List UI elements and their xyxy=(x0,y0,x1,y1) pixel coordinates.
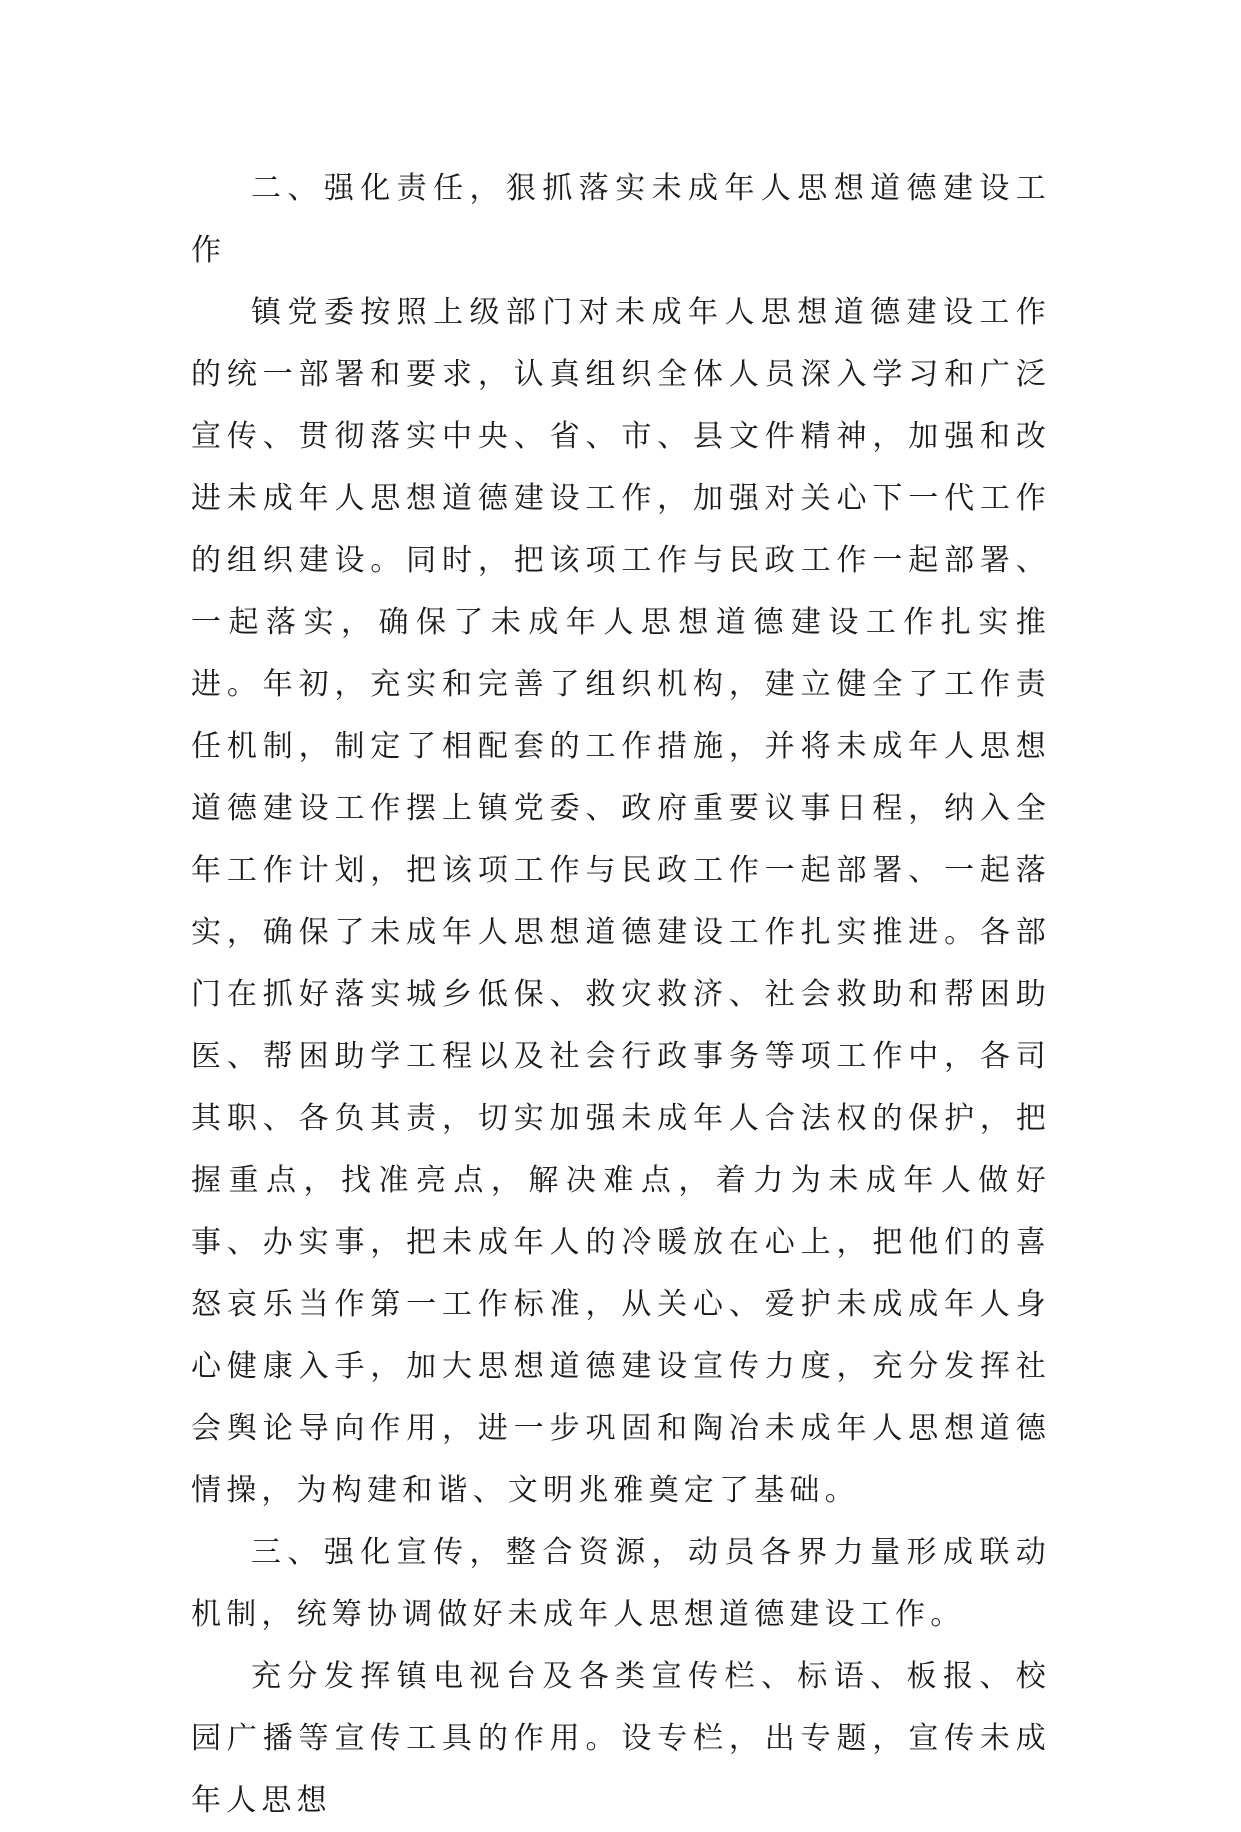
section-heading-3: 三、强化宣传，整合资源，动员各界力量形成联动机制，统筹协调做好未成年人思想道德建设工作。 xyxy=(191,1535,1051,1632)
body-paragraph: 镇党委按照上级部门对未成年人思想道德建设工作的统一部署和要求，认真组织全体人员深入学习和广泛宣传、贯彻落实中央、省、市、县文件精神，加强和改进未成年人思想道德建设工作，加强对关心下一代工作的组织建设。同时，把该项工作与民政工作一起部署、一起落实，确保了未成年人思想道德建设工作扎实推进。年初，充实和完善了组织机构，建立健全了工作责任机制，制定了相配套的工作措施，并将未成年人思想道德建设工作摆上镇党委、政府重要议事日程，纳入全年工作计划，把该项工作与民政工作一起部署、一起落实，确保了未成年人思想道德建设工作扎实推进。各部门在抓好落实城乡低保、救灾救济、社会救助和帮困助医、帮困助学工程以及社会行政事务等项工作中，各司其职、各负其责，切实加强未成年人合法权的保护，把握重点，找准亮点，解决难点，着力为未成年人做好事、办实事，把未成年人的冷暖放在心上，把他们的喜怒哀乐当作第一工作标准，从关心、爱护未成成年人身心健康入手，加大思想道德建设宣传力度，充分发挥社会舆论导向作用，进一步巩固和陶冶未成年人思想道德情操，为构建和谐、文明兆雅奠定了基础。 xyxy=(191,295,1051,1508)
body-paragraph: 充分发挥镇电视台及各类宣传栏、标语、板报、校园广播等宣传工具的作用。设专栏，出专题，宣传未成年人思想 xyxy=(191,1659,1051,1818)
section-heading-2: 二、强化责任，狠抓落实未成年人思想道德建设工作 xyxy=(191,171,1051,268)
document-body xyxy=(191,158,1051,1832)
